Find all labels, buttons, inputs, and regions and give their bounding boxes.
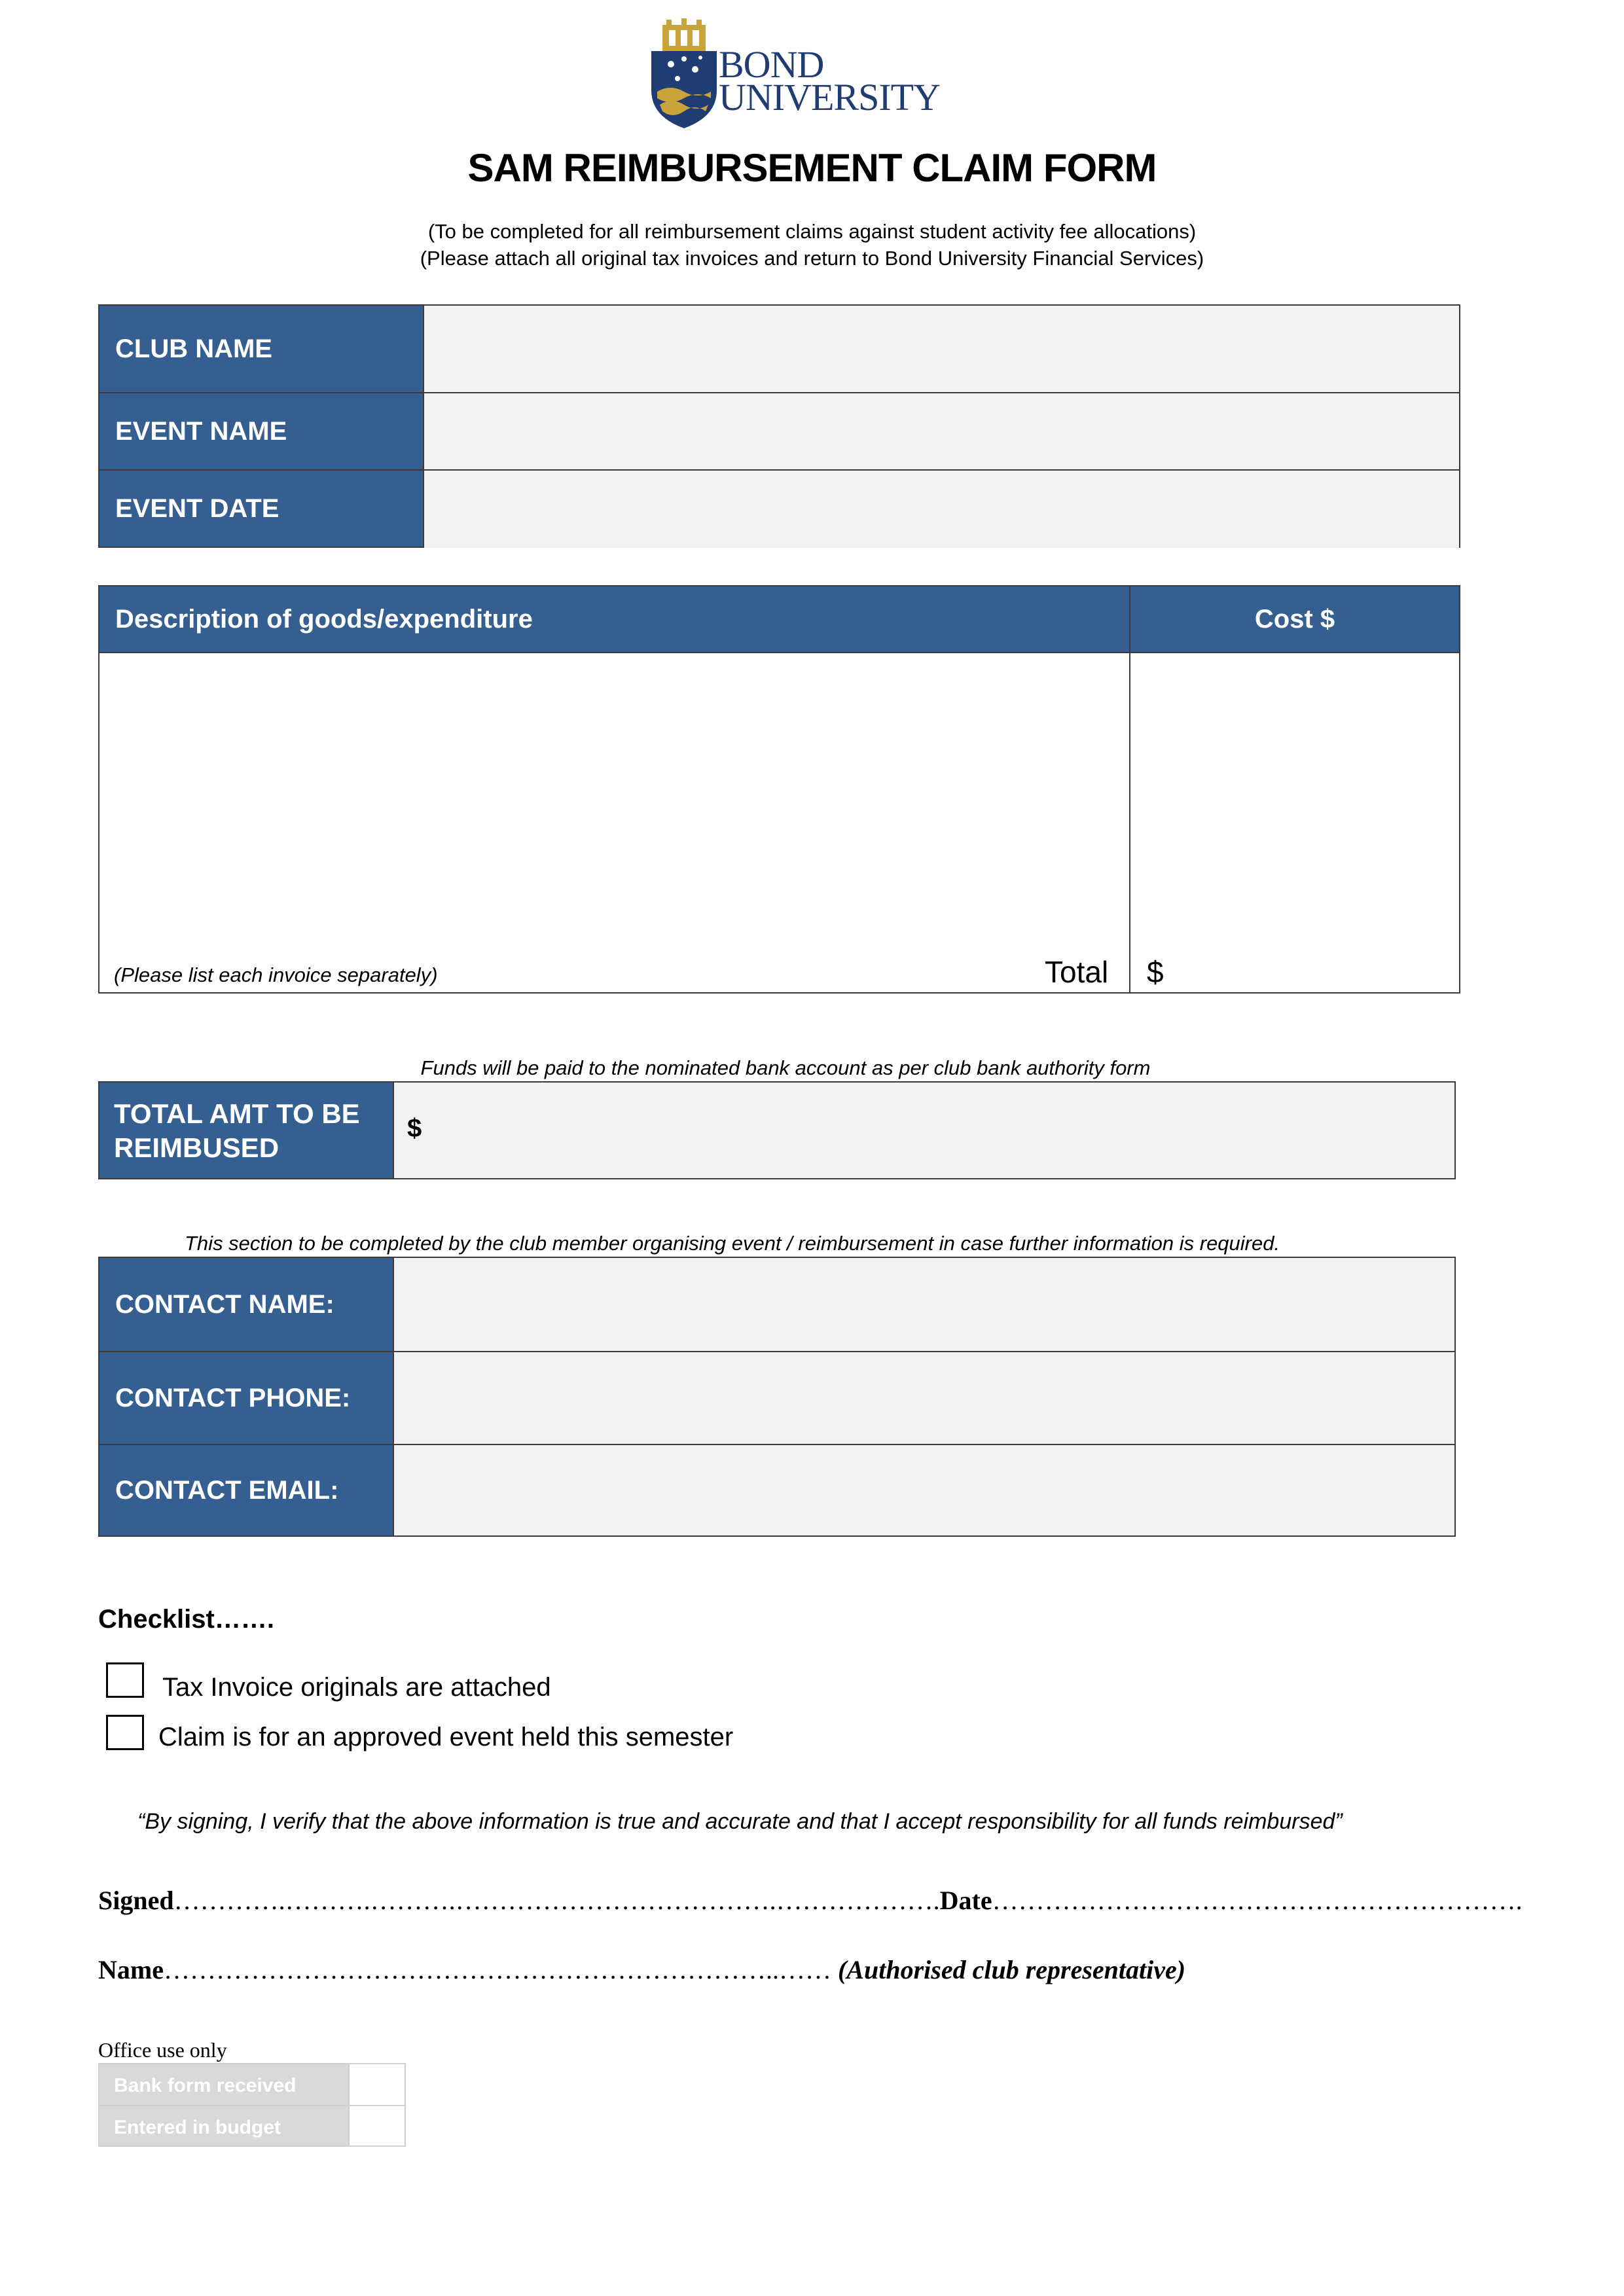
cost-field[interactable] <box>1129 652 1459 992</box>
total-label: Total <box>1045 955 1109 989</box>
total-reimburse-currency: $ <box>407 1114 422 1143</box>
name-line <box>98 1954 1185 1985</box>
event-name-field[interactable] <box>423 392 1459 471</box>
contact-phone-label <box>99 1351 393 1444</box>
contact-email-field[interactable] <box>393 1444 1454 1535</box>
reimburse-table <box>98 1081 1456 1179</box>
name-label: Name <box>98 1955 164 1984</box>
entered-in-budget-field[interactable] <box>348 2105 405 2145</box>
cost-header <box>1129 586 1459 652</box>
bank-form-received-text: Bank form received <box>114 2075 297 2096</box>
contact-note: This section to be completed by the club member organising event / reimbursement in case further information is required. <box>185 1232 1280 1255</box>
declaration-text: “By signing, I verify that the above information is true and accurate and that I accept responsibility for all funds reimbursed” <box>137 1809 1343 1834</box>
contact-name-label <box>99 1258 393 1351</box>
crest-icon <box>648 18 720 130</box>
funds-note: Funds will be paid to the nominated bank account as per club bank authority form <box>420 1056 1151 1079</box>
page-title: SAM REIMBURSEMENT CLAIM FORM <box>467 146 1157 190</box>
contact-phone-label-text: CONTACT PHONE: <box>115 1383 351 1412</box>
tax-invoice-checkbox[interactable] <box>106 1662 144 1698</box>
approved-event-checkbox[interactable] <box>106 1715 144 1750</box>
signed-line <box>98 1885 1523 1916</box>
event-date-label-text: EVENT DATE <box>115 493 280 523</box>
club-name-label-text: CLUB NAME <box>115 334 272 363</box>
contact-name-label-text: CONTACT NAME: <box>115 1289 334 1319</box>
contact-name-field[interactable] <box>393 1258 1454 1351</box>
signed-label: Signed <box>98 1886 174 1915</box>
entered-in-budget-label <box>99 2105 348 2145</box>
total-reimburse-field[interactable] <box>393 1083 1454 1178</box>
contact-email-label <box>99 1444 393 1535</box>
date-dots[interactable]: ……………………………………………………. <box>992 1886 1523 1915</box>
description-header-text: Description of goods/expenditure <box>115 604 533 634</box>
tax-invoice-checkbox-label: Tax Invoice originals are attached <box>162 1673 551 1702</box>
event-name-label <box>99 392 423 469</box>
date-label: Date <box>939 1886 992 1915</box>
bank-form-received-label <box>99 2064 348 2105</box>
total-reimburse-label <box>99 1083 393 1178</box>
logo-text-university: UNIVERSITY <box>719 76 940 118</box>
total-reimburse-label-line-2: REIMBUSED <box>114 1132 280 1163</box>
description-field[interactable] <box>99 652 1129 992</box>
office-use-heading: Office use only <box>98 2038 227 2062</box>
subtitle-line-1: (To be completed for all reimbursement claims against student activity fee allocations) <box>427 220 1197 243</box>
checklist-heading: Checklist……. <box>98 1605 274 1634</box>
event-info-table <box>98 304 1460 548</box>
event-date-field[interactable] <box>423 469 1459 548</box>
expenditure-table <box>98 585 1460 994</box>
approved-event-checkbox-label: Claim is for an approved event held this semester <box>158 1723 734 1751</box>
logo-text-bond: BOND <box>719 43 824 86</box>
bank-form-received-field[interactable] <box>348 2064 405 2105</box>
signed-dots[interactable]: ………….……….……….……………………………….………………. <box>173 1886 940 1915</box>
contact-table <box>98 1257 1456 1537</box>
invoice-note: (Please list each invoice separately) <box>114 963 438 986</box>
total-currency: $ <box>1147 955 1164 989</box>
subtitle-line-2: (Please attach all original tax invoices and return to Bond University Financial Services) <box>420 247 1204 270</box>
total-reimburse-label-line-1: TOTAL AMT TO BE <box>114 1098 360 1129</box>
name-dots[interactable]: ……………………………………………………………..…… <box>163 1955 831 1984</box>
office-use-table <box>98 2063 406 2147</box>
club-name-label <box>99 306 423 392</box>
club-name-field[interactable] <box>423 306 1459 392</box>
event-date-label <box>99 469 423 547</box>
bond-university-logo <box>648 18 940 133</box>
cost-header-text: Cost $ <box>1254 604 1335 634</box>
event-name-label-text: EVENT NAME <box>115 416 287 446</box>
contact-email-label-text: CONTACT EMAIL: <box>115 1475 339 1505</box>
contact-phone-field[interactable] <box>393 1351 1454 1445</box>
entered-in-budget-text: Entered in budget <box>114 2117 281 2138</box>
authorised-rep-note: (Authorised club representative) <box>837 1955 1186 1984</box>
description-header <box>99 586 1129 652</box>
